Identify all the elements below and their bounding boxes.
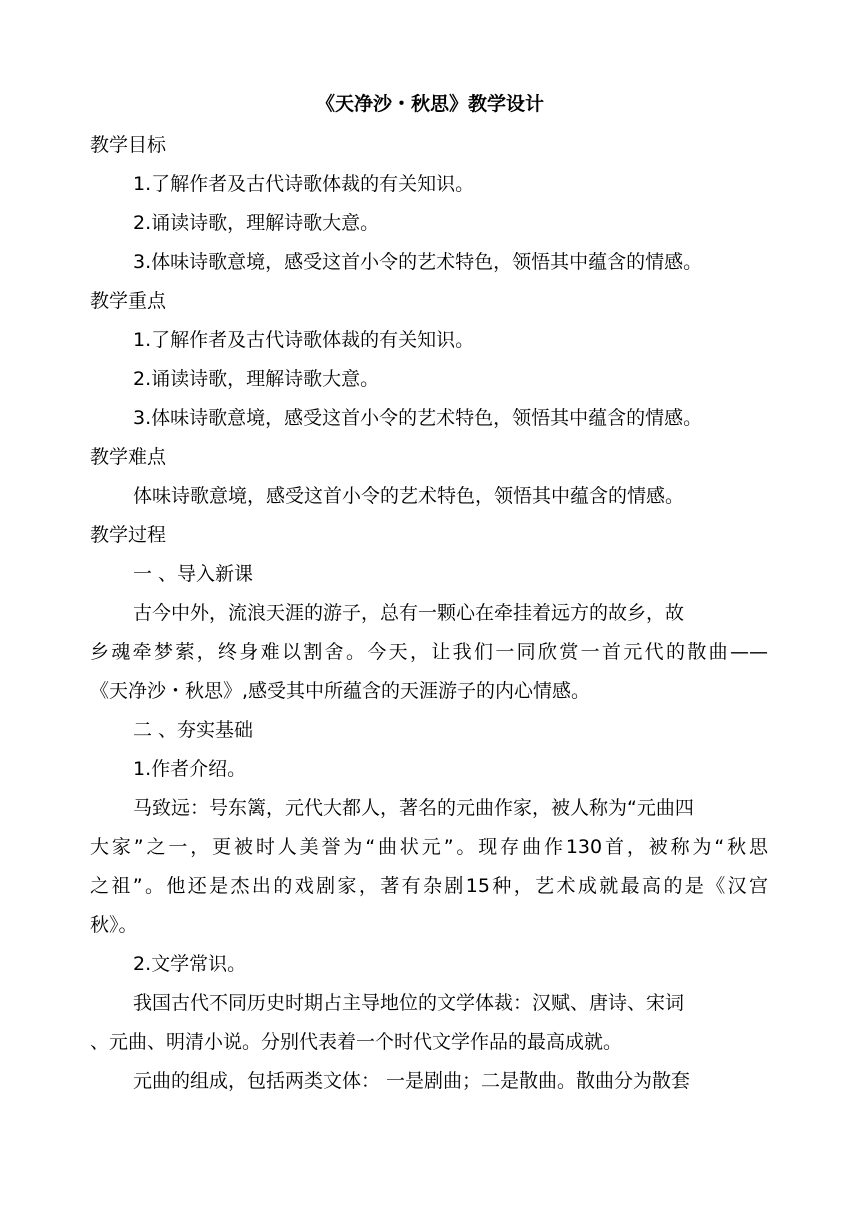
subsection-heading-basics: 二 、夯实基础: [133, 719, 254, 741]
key-point-item: 3.体味诗歌意境，感受这首小令的艺术特色，领悟其中蕴含的情感。: [133, 407, 703, 429]
difficulty-text: 体味诗歌意境，感受这首小令的艺术特色，领悟其中蕴含的情感。: [133, 485, 685, 507]
paragraph-line: 《天净沙・秋思》,感受其中所蕴含的天涯游子的内心情感。: [90, 680, 591, 702]
section-heading-key-points: 教学重点: [90, 290, 167, 312]
document-title: 《天净沙・秋思》教学设计: [315, 93, 544, 115]
item-heading-author: 1.作者介绍。: [133, 758, 247, 780]
item-heading-literature: 2.文学常识。: [133, 953, 247, 975]
paragraph-line: 大家”之一，更被时人美誉为“曲状元”。现存曲作130首，被称为“秋思: [90, 836, 768, 858]
section-heading-goals: 教学目标: [90, 134, 167, 156]
goal-item: 1.了解作者及古代诗歌体裁的有关知识。: [133, 173, 475, 195]
subsection-heading-intro: 一 、导入新课: [133, 563, 254, 585]
paragraph-line: 马致远：号东篱，元代大都人，著名的元曲作家，被人称为“元曲四: [133, 797, 694, 819]
paragraph-line: 我国古代不同历史时期占主导地位的文学体裁：汉赋、唐诗、宋词: [133, 992, 685, 1014]
key-point-item: 2.诵读诗歌，理解诗歌大意。: [133, 368, 380, 390]
paragraph-line: 古今中外，流浪天涯的游子，总有一颗心在牵挂着远方的故乡，故: [133, 602, 685, 624]
paragraph-line: 元曲的组成，包括两类文体： 一是剧曲；二是散曲。散曲分为散套: [133, 1070, 691, 1092]
goal-item: 3.体味诗歌意境，感受这首小令的艺术特色，领悟其中蕴含的情感。: [133, 251, 703, 273]
goal-item: 2.诵读诗歌，理解诗歌大意。: [133, 212, 380, 234]
key-point-item: 1.了解作者及古代诗歌体裁的有关知识。: [133, 329, 475, 351]
paragraph-line: 、元曲、明清小说。分别代表着一个时代文学作品的最高成就。: [90, 1031, 623, 1053]
paragraph-line: 秋》。: [90, 914, 138, 936]
paragraph-line: 乡魂牵梦萦，终身难以割舍。今天，让我们一同欣赏一首元代的散曲——: [90, 641, 768, 663]
section-heading-difficulty: 教学难点: [90, 446, 167, 468]
paragraph-line: 之祖”。他还是杰出的戏剧家，著有杂剧15种，艺术成就最高的是《汉宫: [90, 875, 768, 897]
section-heading-process: 教学过程: [90, 524, 167, 546]
